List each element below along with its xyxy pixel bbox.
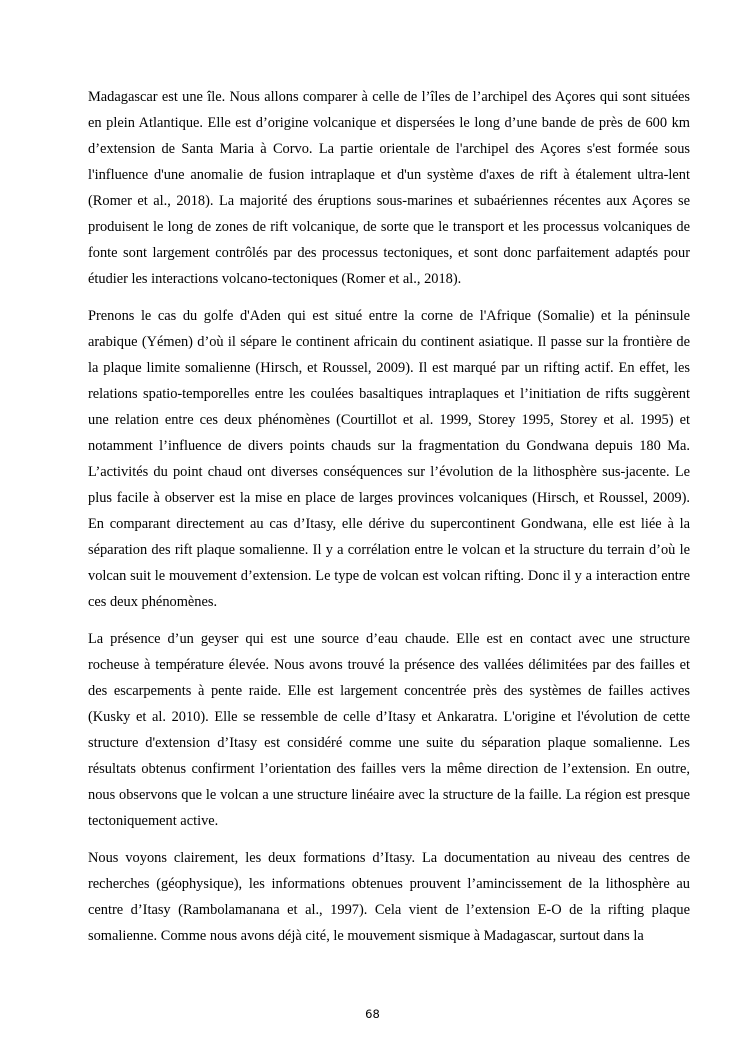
paragraph-itasy-formations: Nous voyons clairement, les deux formations d’Itasy. La documentation au niveau des centres de recherches (géophysique), les informations obtenues prouvent l’amincissement de la lithosphère au centre d’Itasy (Rambolamanana et al., 1997). Cela vient de l’extension E-O de la rifting plaque somalienne. Comme nous avons déjà cité, le mouvement sismique à Madagascar, surtout dans la [88,850,690,944]
paragraph-geyser: La présence d’un geyser qui est une source d’eau chaude. Elle est en contact avec une structure rocheuse à température élevée. Nous avons trouvé la présence des vallées délimitées par des failles et des escarpements à pente raide. Elle est largement concentrée près des systèmes de failles actives (Kusky et al. 2010). Elle se ressemble de celle d’Itasy et Ankaratra. L'origine et l'évolution de cette structure d'extension d’Itasy est considéré comme une suite du séparation plaque somalienne. Les résultats obtenus confirment l’orientation des failles vers la même direction de l’extension. En outre, nous observons que le volcan a une structure linéaire avec la structure de la faille. La région est presque tectoniquement active. [88,631,690,829]
page-body [88,84,690,960]
paragraph-gulf-of-aden: Prenons le cas du golfe d'Aden qui est situé entre la corne de l'Afrique (Somalie) et la péninsule arabique (Yémen) d’où il sépare le continent africain du continent asiatique. Il passe sur la frontière de la plaque limite somalienne (Hirsch, et Roussel, 2009). Il est marqué par un rifting actif. En effet, les relations spatio-temporelles entre les coulées basaltiques intraplaques et l’initiation de rifts suggèrent une relation entre ces deux phénomènes (Courtillot et al. 1999, Storey 1995, Storey et al. 1995) et notamment l’influence de divers points chauds sur la fragmentation du Gondwana depuis 180 Ma. L’activités du point chaud ont diverses conséquences sur l’évolution de la lithosphère sus-jacente. Le plus facile à observer est la mise en place de larges provinces volcaniques (Hirsch, et Roussel, 2009). En comparant directement au cas d’Itasy, elle dérive du supercontinent Gondwana, elle est liée à la séparation des rift plaque somalienne. Il y a corrélation entre le volcan et la structure du terrain d’où le volcan suit le mouvement d’extension. Le type de volcan est volcan rifting. Donc il y a interaction entre ces deux phénomènes. [88,308,690,610]
page-number: 68 [365,1007,380,1021]
paragraph-azores: Madagascar est une île. Nous allons comparer à celle de l’îles de l’archipel des Açores qui sont situées en plein Atlantique. Elle est d’origine volcanique et dispersées le long d’une bande de près de 600 km d’extension de Santa Maria à Corvo. La partie orientale de l'archipel des Açores s'est formée sous l'influence d'une anomalie de fusion intraplaque et d'un système d'axes de rift à étalement ultra-lent (Romer et al., 2018). La majorité des éruptions sous-marines et subaériennes récentes aux Açores se produisent le long de zones de rift volcanique, de sorte que le transport et les processus volcaniques de fonte sont largement contrôlés par des processus tectoniques, et sont donc parfaitement adaptés pour étudier les interactions volcano-tectoniques (Romer et al., 2018). [88,89,690,287]
